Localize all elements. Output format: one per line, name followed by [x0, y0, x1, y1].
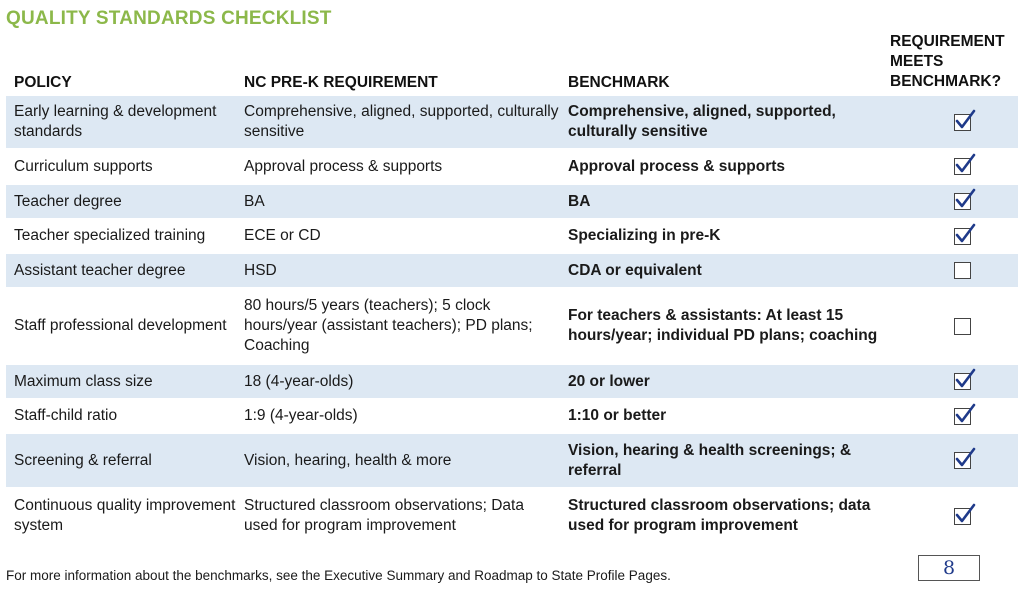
benchmark-cell: Approval process & supports — [568, 157, 786, 175]
requirement-cell: HSD — [244, 261, 277, 279]
policy-cell: Maximum class size — [14, 372, 153, 390]
check-icon — [954, 223, 976, 245]
requirement-cell: Structured classroom observations; Data used for program improvement — [244, 497, 524, 534]
benchmark-cell: Specializing in pre-K — [568, 227, 721, 244]
checkbox[interactable] — [954, 508, 971, 525]
score-value: 8 — [942, 557, 956, 579]
policy-cell: Teacher degree — [14, 192, 122, 210]
check-icon — [954, 503, 976, 525]
benchmark-cell: Vision, hearing & health screenings; & referral — [568, 441, 852, 479]
requirement-cell: Vision, hearing, health & more — [244, 451, 452, 469]
checkbox[interactable] — [954, 408, 971, 425]
checkbox[interactable] — [954, 228, 971, 245]
policy-cell: Teacher specialized training — [14, 227, 206, 244]
table-row — [6, 400, 1018, 434]
checkbox[interactable] — [954, 114, 971, 131]
benchmark-cell: 20 or lower — [568, 372, 650, 390]
checkbox[interactable] — [954, 158, 971, 175]
table-row — [6, 254, 1018, 289]
header-policy: POLICY — [14, 74, 72, 91]
checklist-table — [6, 96, 1018, 545]
policy-cell: Continuous quality improvement system — [14, 497, 236, 534]
policy-cell: Assistant teacher degree — [14, 261, 186, 279]
requirement-cell: 18 (4-year-olds) — [244, 372, 354, 390]
benchmark-cell: CDA or equivalent — [568, 261, 702, 279]
table-row — [6, 220, 1018, 254]
requirement-cell: 80 hours/5 years (teachers); 5 clock hours/year (assistant teachers); PD plans; Coaching — [244, 297, 533, 354]
header-meets-benchmark: REQUIREMENT MEETS BENCHMARK? — [890, 33, 1005, 90]
requirement-cell: BA — [244, 192, 265, 210]
table-row — [6, 150, 1018, 185]
requirement-cell: Approval process & supports — [244, 157, 443, 175]
benchmark-cell: Comprehensive, aligned, supported, culturally sensitive — [568, 103, 836, 140]
benchmark-cell: Structured classroom observations; data used for program improvement — [568, 497, 871, 534]
table-row — [6, 489, 1018, 545]
check-icon — [954, 109, 976, 131]
check-icon — [954, 153, 976, 175]
check-icon — [954, 403, 976, 425]
check-icon — [954, 447, 976, 469]
table-row — [6, 96, 1018, 150]
benchmark-cell: 1:10 or better — [568, 407, 667, 424]
header-requirement: NC PRE-K REQUIREMENT — [244, 74, 438, 91]
table-row — [6, 289, 1018, 365]
requirement-cell: 1:9 (4-year-olds) — [244, 407, 358, 424]
policy-cell: Curriculum supports — [14, 157, 153, 175]
checkbox[interactable] — [954, 318, 971, 335]
policy-cell: Staff professional development — [14, 317, 227, 334]
checkbox[interactable] — [954, 452, 971, 469]
requirement-cell: Comprehensive, aligned, supported, culturally sensitive — [244, 103, 559, 140]
header-benchmark: BENCHMARK — [568, 74, 670, 91]
policy-cell: Screening & referral — [14, 451, 152, 469]
footer-note: For more information about the benchmarks, see the Executive Summary and Roadmap to State Profile Pages. — [6, 568, 671, 583]
table-row — [6, 434, 1018, 489]
benchmark-cell: For teachers & assistants: At least 15 hours/year; individual PD plans; coaching — [568, 307, 878, 344]
benchmark-cell: BA — [568, 192, 591, 210]
checkbox[interactable] — [954, 262, 971, 279]
policy-cell: Staff-child ratio — [14, 407, 118, 424]
handwritten-score-box — [918, 555, 980, 581]
policy-cell: Early learning & development standards — [14, 103, 217, 140]
requirement-cell: ECE or CD — [244, 227, 321, 244]
checkbox[interactable] — [954, 373, 971, 390]
check-icon — [954, 368, 976, 390]
checkbox[interactable] — [954, 193, 971, 210]
check-icon — [954, 188, 976, 210]
page-title: QUALITY STANDARDS CHECKLIST — [6, 8, 332, 29]
table-row — [6, 185, 1018, 220]
table-row — [6, 365, 1018, 400]
